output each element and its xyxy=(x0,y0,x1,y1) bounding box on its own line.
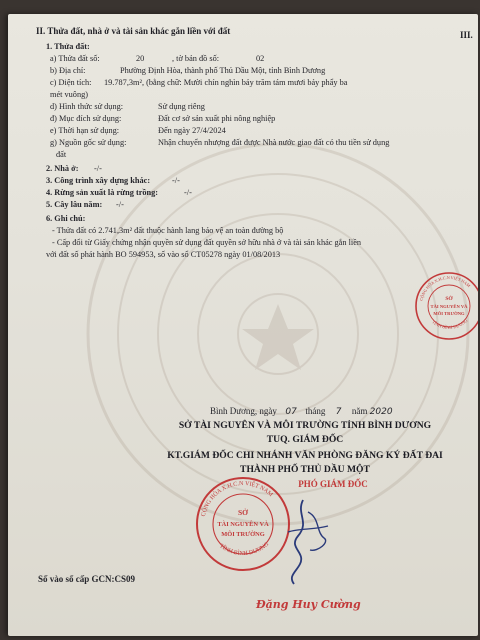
forest-label: 4. Rừng sản xuất là rừng trồng: xyxy=(46,188,159,197)
address-label: b) Địa chỉ: xyxy=(50,66,86,75)
usage-term-label: e) Thời hạn sử dụng: xyxy=(50,126,120,135)
house-value: -/- xyxy=(94,164,102,173)
parcel-number-value: 20 xyxy=(136,54,145,63)
stamp-bottom-ring-text: CỘNG HÒA X.H.C.N VIỆT NAM xyxy=(200,480,274,518)
date-month: 7 xyxy=(335,407,342,417)
usage-form-value: Sử dụng riêng xyxy=(158,102,205,111)
map-sheet-label: , tờ bản đồ số: xyxy=(172,54,220,63)
trees-label: 5. Cây lâu năm: xyxy=(46,200,103,209)
usage-form-label: d) Hình thức sử dụng: xyxy=(50,102,124,111)
notes-line-3: với đất số phát hành BO 594953, số vào sổ CT05278 ngày 01/08/2013 xyxy=(46,250,281,259)
area-value-continued: mét vuông) xyxy=(50,90,89,99)
stamp-bottom-center-2: TÀI NGUYÊN VÀ xyxy=(217,521,269,528)
stamp-top-bottom-text: TỈNH BÌNH DƯƠNG xyxy=(431,317,469,330)
svg-text:TỈNH BÌNH DƯƠNG xyxy=(431,317,469,330)
page-corner-label: III. xyxy=(460,30,473,40)
signing-date xyxy=(210,406,393,417)
register-number: Số vào sổ cấp GCN:CS09 xyxy=(38,574,136,584)
parcel-number-label: a) Thửa đất số: xyxy=(50,54,100,63)
date-year: 2020 xyxy=(369,407,393,417)
seal-stamp-top xyxy=(414,270,478,342)
usage-purpose-value: Đất cơ sở sản xuất phi nông nghiệp xyxy=(158,114,276,123)
trees-value: -/- xyxy=(116,200,124,209)
usage-origin-value: Nhận chuyển nhượng đất được Nhà nước giao đất có thu tiền sử dụng xyxy=(158,138,390,147)
area-value: 19.787,3m², (bằng chữ: Mười chín nghìn bảy trăm tám mươi bảy phẩy ba xyxy=(104,78,348,87)
usage-origin-continued: đất xyxy=(56,150,67,159)
land-heading: 1. Thửa đất: xyxy=(46,42,90,51)
stamp-bottom-center-1: SỞ xyxy=(237,508,249,517)
tuq-director: TUQ. GIÁM ĐỐC xyxy=(266,434,344,445)
stamp-top-center-3: MÔI TRƯỜNG xyxy=(433,311,465,316)
stamp-top-center-1: SỞ xyxy=(445,296,453,302)
section-title: II. Thửa đất, nhà ở và tài sản khác gắn liền với đất xyxy=(36,26,231,36)
certificate-page xyxy=(8,14,478,636)
usage-term-value: Đến ngày 27/4/2024 xyxy=(158,126,226,135)
deputy-title: PHÓ GIÁM ĐỐC xyxy=(298,479,368,489)
address-value: Phường Định Hòa, thành phố Thủ Dầu Một, tỉnh Bình Dương xyxy=(120,66,326,75)
stamp-top-center-2: TÀI NGUYÊN VÀ xyxy=(430,304,468,309)
signature-scribble xyxy=(258,492,348,592)
notes-label: 6. Ghi chú: xyxy=(46,214,86,223)
branch-line-1: KT.GIÁM ĐỐC CHI NHÁNH VĂN PHÒNG ĐĂNG KÝ ĐẤT ĐAI xyxy=(167,450,443,461)
construction-label: 3. Công trình xây dựng khác: xyxy=(46,176,151,185)
notes-line-1: - Thửa đất có 2.741,3m² đất thuộc hành lang bảo vệ an toàn đường bộ xyxy=(52,226,284,235)
stamp-top-ring-text: CỘNG HÒA X.H.C.N VIỆT NAM xyxy=(418,274,472,302)
construction-value: -/- xyxy=(172,176,180,185)
usage-purpose-label: đ) Mục đích sử dụng: xyxy=(50,114,122,123)
house-label: 2. Nhà ở: xyxy=(46,164,79,173)
area-label: c) Diện tích: xyxy=(50,78,92,87)
date-prefix: Bình Dương, ngày xyxy=(210,406,277,416)
year-label: năm xyxy=(351,406,368,416)
authority-name: SỞ TÀI NGUYÊN VÀ MÔI TRƯỜNG TỈNH BÌNH DƯƠNG xyxy=(178,420,432,431)
branch-line-2: THÀNH PHỐ THỦ DẦU MỘT xyxy=(240,464,370,475)
stamp-bottom-bottom-text: TỈNH BÌNH DƯƠNG xyxy=(218,541,271,558)
usage-origin-label: g) Nguồn gốc sử dụng: xyxy=(50,138,127,147)
notes-line-2: - Cấp đổi từ Giấy chứng nhận quyền sử dụng đất quyền sở hữu nhà ở và tài sản khác gắn liền xyxy=(52,238,362,247)
month-label: tháng xyxy=(305,406,326,416)
signer-name: Đặng Huy Cường xyxy=(256,598,361,611)
stamp-bottom-center-3: MÔI TRƯỜNG xyxy=(221,531,265,538)
date-day: 07 xyxy=(285,407,297,417)
forest-value: -/- xyxy=(184,188,192,197)
map-sheet-value: 02 xyxy=(256,54,265,63)
